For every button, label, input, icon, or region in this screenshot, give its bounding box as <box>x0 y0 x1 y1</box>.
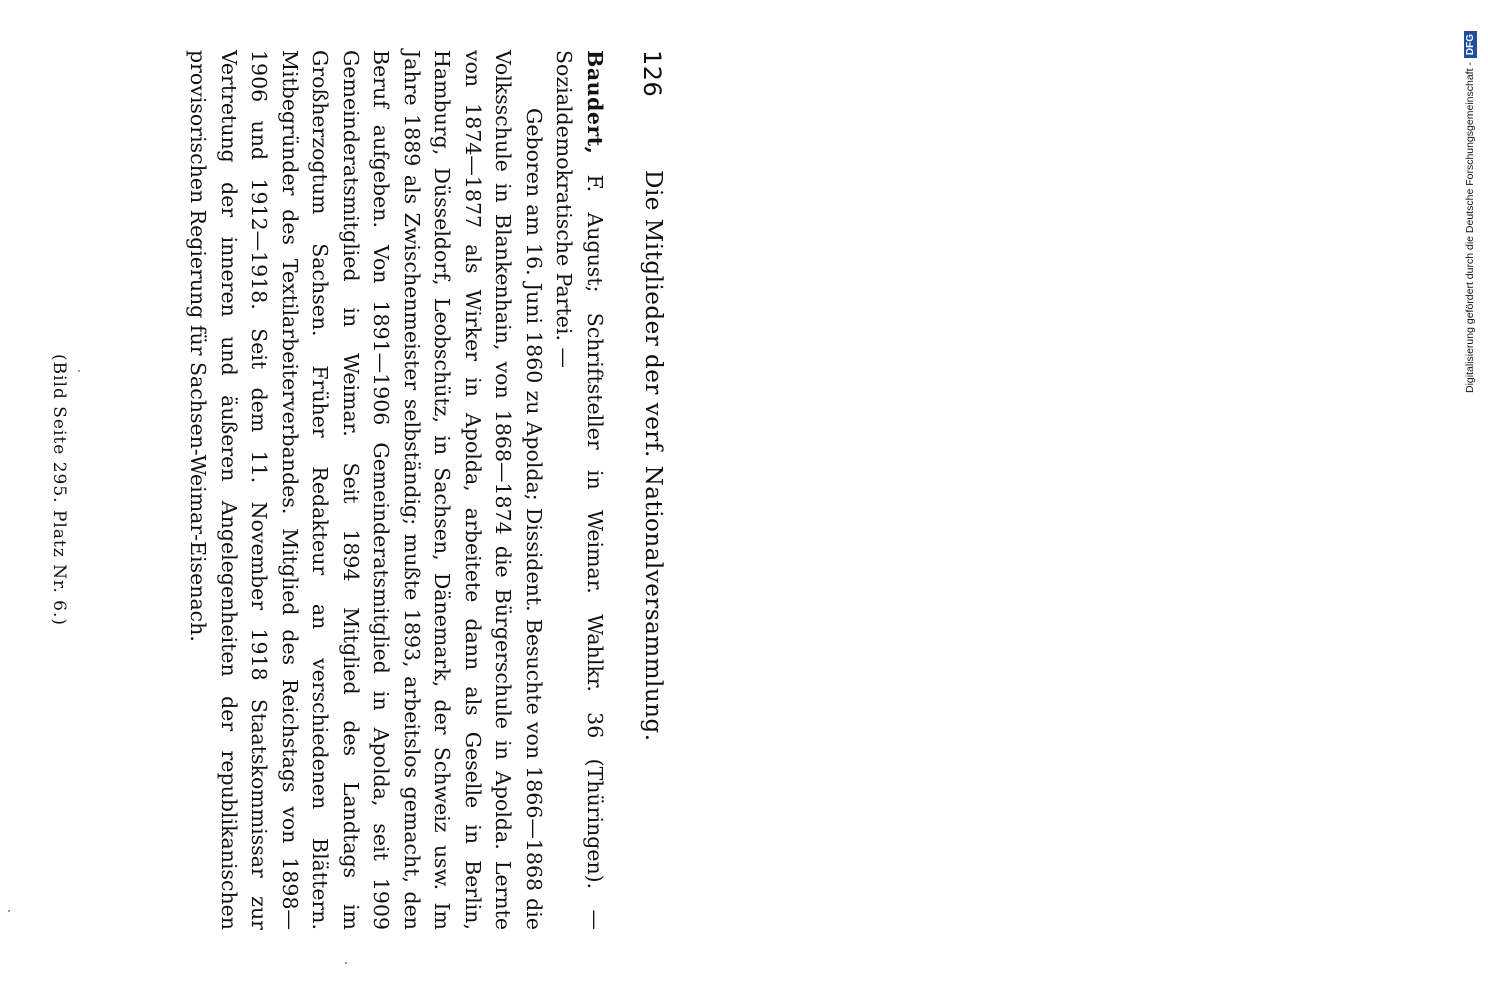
rotated-book-page <box>49 50 670 930</box>
page-number: 126 <box>638 50 666 98</box>
imprint-text: Digitalisierung gefördert durch die Deutsche Forschungsgemeinschaft - <box>1464 62 1476 393</box>
member-name: Baudert, <box>583 50 607 155</box>
running-title: Die Mitglieder der verf. Nationalversammlung. <box>640 170 666 742</box>
scan-speck <box>345 962 347 964</box>
entry-header <box>549 50 610 930</box>
digitization-imprint <box>1458 8 1482 393</box>
biography-entry-baudert <box>183 50 610 930</box>
entry-body: Geboren am 16. Juni 1860 zu Apolda; Dissident. Besuchte von 1866—1868 die Volksschule in Blankenhain, von 1868—1874 die Bürgerschule in Apolda. Lernte von 1874—1877 als Wirker in Apolda, arbeitete dann als Geselle in Berlin, Hamburg, Düsseldorf, Leobschütz, in Sachsen, Dänemark, der Schweiz usw. Im Jahre 1889 als Zwischenmeister selbständig; mußte 1893, arbeitslos gemacht, den Beruf aufgeben. Von 1891—1906 Gemeinderatsmitglied in Apolda, seit 1909 Gemeinderatsmitglied in Weimar. Seit 1894 Mitglied des Landtags im Großherzogtum Sachsen. Früher Redakteur an verschiedenen Blättern. Mitbegründer des Textilarbeiterverbandes. Mitglied des Reichstags von 1898—1906 und 1912—1918. Seit dem 11. November 1918 Staatskommissar zur Vertretung der inneren und äußeren Angelegenheiten der republikanischen provisorischen Regierung für Sachsen-Weimar-Eisenach. <box>186 50 546 930</box>
scan-speck <box>8 910 10 912</box>
scan-speck <box>78 370 80 372</box>
imprint-text-line <box>1458 8 1482 393</box>
entry-header-text: F. August; Schriftsteller in Weimar. Wahlkr. 36 (Thüringen). — Sozialdemokratische Partei. — <box>552 50 607 930</box>
photo-reference-caption: (Bild Seite 295. Platz Nr. 6.) <box>49 354 69 626</box>
running-head <box>630 50 670 930</box>
dfg-logo: DFG <box>1464 31 1477 58</box>
